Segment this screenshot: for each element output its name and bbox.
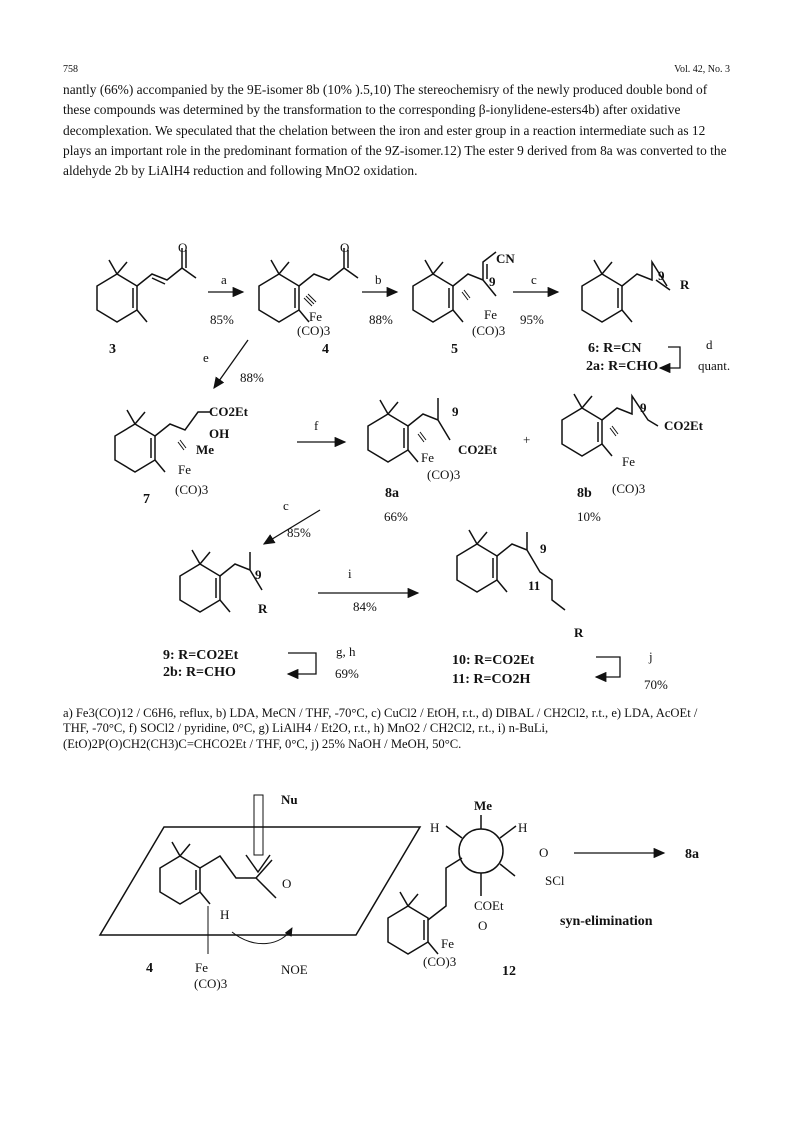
compound-label-11: 11: R=CO2H xyxy=(452,672,531,687)
oxygen-label-4b: O xyxy=(282,876,292,891)
r-label-6: R xyxy=(680,277,690,292)
compound-label-10: 10: R=CO2Et xyxy=(452,653,535,668)
hydrogen-label-4b: H xyxy=(220,907,230,922)
compound-label-8a-product: 8a xyxy=(685,847,699,862)
compound-label-4: 4 xyxy=(322,342,329,357)
body-paragraph: nantly (66%) accompanied by the 9E-isomer 8b (10% ).5,10) The stereochemisry of the newly produced double bond of these compounds was determined by the transformation to the corresponding β-ionylidene-esters4b) after oxidative decomplexation. We speculated that the chelation between the iron and ester group in a reaction intermediate such as 12 plays an important role in the predominant formation of the 9Z-isomer.12) The ester 9 derived from 8a was converted to the aldehyde 2b by LiAlH4 reduction and following MnO2 oxidation. xyxy=(63,82,727,179)
oxygen-label-12b: O xyxy=(478,918,488,933)
compound-label-5: 5 xyxy=(451,342,458,357)
compound-label-2a: 2a: R=CHO xyxy=(586,359,659,374)
carbonyl-label-12: (CO)3 xyxy=(423,954,457,969)
structure-8b xyxy=(562,394,704,496)
compound-label-8b: 8b xyxy=(577,486,592,501)
ester-label-8b: CO2Et xyxy=(664,418,703,433)
structure-5 xyxy=(413,251,515,338)
position-9-label-6: 9 xyxy=(658,268,665,283)
structure-4 xyxy=(259,240,358,338)
structure-10 xyxy=(457,530,584,640)
nucleophile-label: Nu xyxy=(281,792,298,807)
methyl-label-12: Me xyxy=(474,798,493,813)
structure-9 xyxy=(180,550,268,616)
yield-8a: 66% xyxy=(384,509,408,524)
yield-j: 70% xyxy=(644,677,668,692)
reagent-c1: c xyxy=(531,272,537,287)
r-label-9: R xyxy=(258,601,268,616)
compound-label-12: 12 xyxy=(502,964,516,979)
methyl-label-7: Me xyxy=(196,442,215,457)
carbonyl-label-7: (CO)3 xyxy=(175,482,209,497)
yield-a: 85% xyxy=(210,312,234,327)
yield-8b: 10% xyxy=(577,509,601,524)
yield-i: 84% xyxy=(353,599,377,614)
reagent-a: a xyxy=(221,272,227,287)
compound-label-8a: 8a xyxy=(385,486,399,501)
position-9-label-5: 9 xyxy=(489,274,496,289)
position-9-label-10: 9 xyxy=(540,541,547,556)
ester-label-12: COEt xyxy=(474,898,504,913)
hydrogen-left-12: H xyxy=(430,820,440,835)
compound-label-3: 3 xyxy=(109,342,116,357)
iron-label-7: Fe xyxy=(178,462,191,477)
carbonyl-label-4: (CO)3 xyxy=(297,323,331,338)
iron-label-8a: Fe xyxy=(421,450,434,465)
position-9-label-8a: 9 xyxy=(452,404,459,419)
structure-7 xyxy=(115,404,249,497)
carbonyl-label-4b: (CO)3 xyxy=(194,976,228,991)
yield-d: quant. xyxy=(698,358,731,373)
structure-12 xyxy=(388,798,565,969)
reagent-e: e xyxy=(203,350,209,365)
hydrogen-right-12: H xyxy=(518,820,528,835)
r-label-10: R xyxy=(574,625,584,640)
position-9-label-9: 9 xyxy=(255,567,262,582)
position-9-label-8b: 9 xyxy=(640,400,647,415)
noe-label: NOE xyxy=(281,962,308,977)
position-11-label: 11 xyxy=(528,578,541,593)
carbonyl-label-8b: (CO)3 xyxy=(612,481,646,496)
ester-label-7: CO2Et xyxy=(209,404,248,419)
oxygen-label: O xyxy=(178,240,188,255)
syn-elimination-label: syn-elimination xyxy=(560,914,653,929)
structure-6 xyxy=(582,260,690,322)
reaction-conditions: a) Fe3(CO)12 / C6H6, reflux, b) LDA, MeCN / THF, -70°C, c) CuCl2 / EtOH, r.t., d) DIBAL / CH2Cl2, r.t., e) LDA, AcOEt / THF, -70°C, f) SOCl2 / pyridine, 0°C, g) LiAlH4 / Et2O, r.t., h) MnO2 / CH2Cl2, r.t., i) n-BuLi, (EtO)2P(O)CH2(CH3)C=CHCO2Et / THF, 0°C, j) 25% NaOH / MeOH, 50°C. xyxy=(63,706,698,751)
compound-label-2b: 2b: R=CHO xyxy=(163,665,236,680)
ester-label-8a: CO2Et xyxy=(458,442,497,457)
compound-label-9: 9: R=CO2Et xyxy=(163,648,239,663)
nitrile-label: CN xyxy=(496,251,515,266)
hydroxyl-label: OH xyxy=(209,426,230,441)
yield-b: 88% xyxy=(369,312,393,327)
carbonyl-label-8a: (CO)3 xyxy=(427,467,461,482)
page-number: 758 xyxy=(63,64,78,75)
iron-label-4: Fe xyxy=(309,309,322,324)
reagent-d: d xyxy=(706,337,713,352)
yield-gh: 69% xyxy=(335,666,359,681)
compound-label-4-plane: 4 xyxy=(146,961,153,976)
iron-label-12: Fe xyxy=(441,936,454,951)
carbonyl-label-5: (CO)3 xyxy=(472,323,506,338)
plus-sign: + xyxy=(523,432,531,447)
compound-label-6: 6: R=CN xyxy=(588,341,642,356)
sulfinyl-chloride-label: SCl xyxy=(545,873,565,888)
reagent-b: b xyxy=(375,272,382,287)
yield-e: 88% xyxy=(240,370,264,385)
oxygen-label-4: O xyxy=(340,240,350,255)
yield-c1: 95% xyxy=(520,312,544,327)
oxygen-label-12: O xyxy=(539,845,549,860)
iron-label-8b: Fe xyxy=(622,454,635,469)
reagent-i: i xyxy=(348,566,352,581)
volume-info: Vol. 42, No. 3 xyxy=(674,64,730,75)
compound-label-7: 7 xyxy=(143,492,150,507)
structure-3 xyxy=(97,240,196,322)
structure-8a xyxy=(368,398,498,482)
iron-label-5: Fe xyxy=(484,307,497,322)
reagent-gh: g, h xyxy=(336,644,356,659)
reagent-j: j xyxy=(649,649,653,664)
iron-label-4b: Fe xyxy=(195,960,208,975)
reagent-c2: c xyxy=(283,498,289,513)
yield-c2: 85% xyxy=(287,525,311,540)
reagent-f: f xyxy=(314,418,319,433)
